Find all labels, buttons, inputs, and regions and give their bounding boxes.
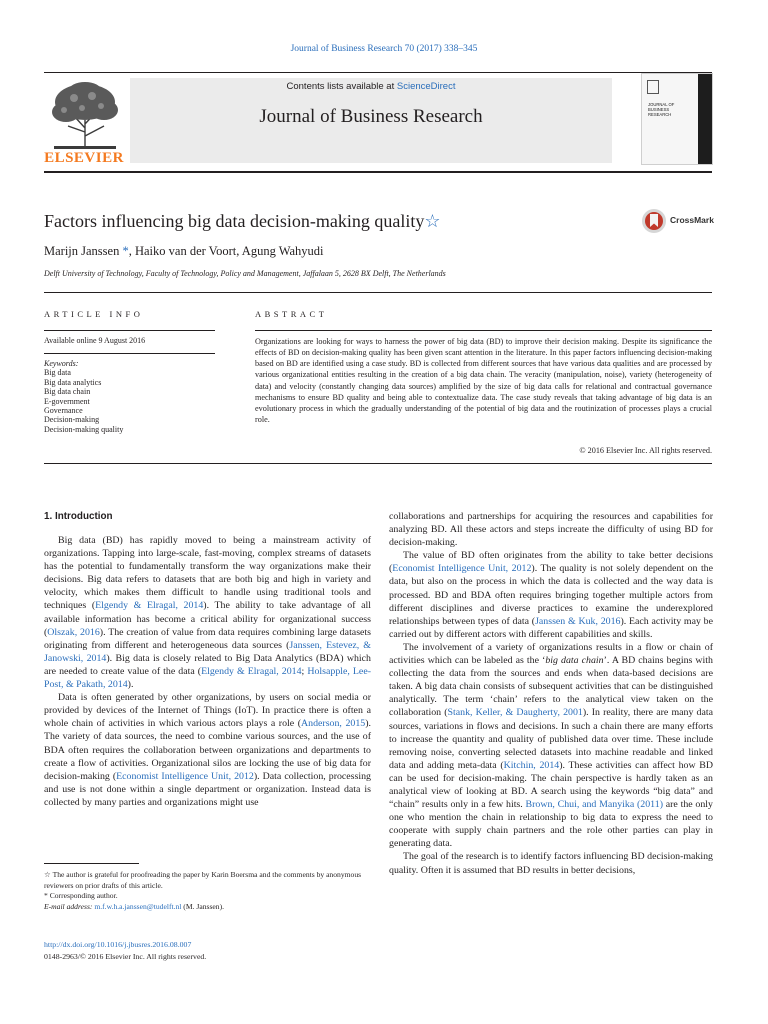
citation-link[interactable]: Olszak, 2016	[47, 626, 100, 638]
email-label: E-mail address:	[44, 901, 95, 911]
keyword-item: E-government	[44, 396, 90, 406]
title-rule	[44, 292, 712, 293]
header-rule-bottom	[44, 171, 712, 173]
crossmark-button[interactable]	[641, 207, 721, 235]
text-run: ). Data collection, processing and use is not done within a single department or organization. Instead data is collected by many parties and organizations might use	[44, 770, 371, 808]
abstract-copyright: © 2016 Elsevier Inc. All rights reserved.	[579, 446, 712, 455]
sciencedirect-link[interactable]: ScienceDirect	[396, 81, 456, 92]
citation-link[interactable]: Kitchin, 2014	[503, 759, 560, 771]
citation-link[interactable]: Stank, Keller, & Daugherty, 2001	[447, 707, 583, 719]
cover-strip	[698, 74, 712, 164]
text-run: ’. A BD chains begins with collecting the data from the sources and ends when data-based decisions are taken. A big data chain consists of subsequent activities that can be distinguished analytically. The term ‘chain’ refers to the analytical view taken on the collaboration (	[389, 655, 713, 719]
citation-link[interactable]: Janssen, Estevez, & Janowski, 2014	[44, 639, 371, 664]
citation-link[interactable]: Elgendy & Elragal, 2014	[95, 600, 204, 612]
text-run: ). The ability to take advantage of all available information has become a critical ability for organizational success (	[44, 600, 371, 638]
keyword-item: Governance	[44, 406, 83, 416]
abstract-end-rule	[44, 463, 712, 464]
body-column-left	[44, 534, 371, 809]
email-link[interactable]: m.f.w.h.a.janssen@tudelft.nl	[94, 901, 182, 911]
cover-logo-icon	[647, 80, 659, 94]
text-run: ). The quality is not solely dependent on the data, but also on the process in which the data is collected and the way data is processed. BD and BDA often requires bringing together multiple actors from different disciplines and diverse practices to examine the underexplored relationships between types of data (	[389, 563, 714, 627]
footnote-corresponding: * Corresponding author.	[44, 891, 118, 900]
contents-prefix: Contents lists available at	[286, 81, 397, 92]
citation-link[interactable]: Anderson, 2015	[301, 718, 366, 730]
authors-rest: , Haiko van der Voort, Agung Wahyudi	[128, 244, 324, 258]
paper-title-text: Factors influencing big data decision-making quality	[44, 211, 425, 231]
keyword-item: Big data	[44, 368, 71, 378]
keyword-item: Big data analytics	[44, 377, 102, 387]
citation-link[interactable]: Elgendy & Elragal, 2014	[201, 665, 302, 677]
available-online: Available online 9 August 2016	[44, 336, 146, 345]
text-run: ). These activities can affect how BD can be used for decision-making. The chain perspective is hardly taken as an analytical view of looking at BD. A search using the keywords “big data” and “chain” results only in a few hits.	[389, 759, 714, 811]
article-info-rule	[44, 330, 215, 331]
citation-link[interactable]: Janssen & Kuk, 2016	[535, 615, 621, 627]
abstract-text: Organizations are looking for ways to harness the power of big data (BD) to improve their decision making. Despite its significance the effects of BD on decision-making quality has been given scant attention in the literature. In this paper factors influencing decision-making based on BD are identified using a case study. BD is collected from different sources that have various data qualities and are processed by various organizational entities resulting in the creation of a big data chain. The veracity (manipulation, noise), variety (heterogeneity of data) and velocity (constantly changing data sources) amplified by the size of big data calls for relational and contractual governance mechanisms to ensure BD quality and being able to contextualize data. The case study reveals that taking advantage of big data is an evolutionary process in which the gradually understanding of the potential of big data and the routinization of processes plays a crucial role.	[255, 337, 712, 425]
citation-link[interactable]: Brown, Chui, and Manyika (2011)	[525, 799, 663, 811]
text-run: Data is often generated by other organizations, by users on social media or provided by devices of the Internet of Things (IoT). In practice there is often a whole chain of activities in which various actors plays a role (	[44, 692, 371, 730]
paragraph	[389, 549, 713, 641]
text-run: ). Each activity may be carried out by different actors with different capabilities and skills.	[389, 615, 714, 640]
crossmark-icon	[641, 208, 667, 234]
elsevier-tree-icon	[46, 80, 124, 150]
paragraph	[44, 534, 371, 691]
journal-title[interactable]: Journal of Business Research	[259, 106, 483, 127]
doi-link[interactable]: http://dx.doi.org/10.1016/j.jbusres.2016.08.007	[44, 940, 192, 949]
keywords-block	[44, 359, 215, 434]
journal-reference[interactable]: Journal of Business Research 70 (2017) 338–345	[290, 44, 478, 54]
citation-link[interactable]: Holsapple, Lee-Post, & Pakath, 2014	[44, 665, 371, 691]
text-run: ). The variety of data sources, the need to combine various sources, and the use of BDA often requires the collaboration between organizations and departments to create a flow of activities. Organizational silos are locking the use of big data for decision-making (	[44, 718, 371, 782]
text-run: ). Big data is closely related to Big Data Analytics (BDA) which are needed to create value of the data (	[44, 652, 371, 677]
keyword-item: Decision-making quality	[44, 424, 124, 434]
paragraph	[44, 691, 371, 809]
footnotes	[44, 870, 371, 912]
abstract-rule	[255, 330, 712, 331]
body-column-right	[389, 510, 713, 877]
contents-line	[130, 81, 612, 92]
citation-link[interactable]: Economist Intelligence Unit, 2012	[392, 563, 532, 575]
paragraph: collaborations and partnerships for acquiring the resources and capabilities for analyzing BD. All these actors and steps increate the difficulty of using BD for decision-making.	[389, 511, 713, 549]
text-run: ). The creation of value from data requires combining large datasets originating from different and heterogeneous data sources (	[44, 626, 372, 651]
footnote-acknowledgement: ☆ The author is grateful for proofreading the paper by Karin Boersma and the comments by anonymous reviewers on prior drafts of this article.	[44, 870, 362, 890]
footnote-email	[44, 902, 371, 913]
paragraph	[389, 641, 713, 851]
crossmark-label: CrossMark	[670, 215, 714, 225]
publisher-logo-text: ELSEVIER	[44, 150, 124, 166]
article-info-heading: ARTICLE INFO	[44, 309, 144, 319]
text-run: The involvement of a variety of organizations results in a flow or chain of activities which can be labeled as the ‘	[389, 641, 713, 667]
article-info-rule-2	[44, 353, 215, 354]
keyword-item: Decision-making	[44, 415, 100, 425]
citation-link[interactable]: Economist Intelligence Unit, 2012	[116, 770, 254, 782]
abstract-heading: ABSTRACT	[255, 309, 328, 319]
footnote-rule	[44, 863, 139, 864]
text-run: The value of BD often originates from the ability to take better decisions (	[389, 550, 713, 575]
journal-cover-thumbnail[interactable]	[641, 73, 713, 165]
corresponding-author-mark[interactable]: *	[119, 244, 129, 258]
paper-title	[44, 211, 441, 232]
text-run: ).	[127, 679, 134, 691]
keywords-label: Keywords:	[44, 359, 79, 368]
title-footnote-mark[interactable]: ☆	[424, 211, 441, 231]
text-run: are the only one who mention the chain in relationship to big data to express the need to cooperate with supply chain partners and the role other parties can play in generating data.	[389, 799, 713, 850]
keyword-item: Big data chain	[44, 387, 91, 397]
emphasis-text: big data chain	[545, 655, 604, 667]
email-suffix: (M. Janssen).	[181, 901, 225, 911]
text-run: ). In reality, there are many data sources, variations in flows and decisions. In such a chain there are many efforts to increase the quantity and quality of published data over time. These include removing noise, converting selected datasets into machine readable and linked data and adding meta-data (	[389, 707, 713, 771]
paragraph: The goal of the research is to identify factors influencing BD decision-making quality. Often it is assumed that BD results in better decisions,	[389, 851, 713, 876]
text-run: Big data (BD) has rapidly moved to being a mainstream activity of organizations. Tapping into large-scale, fast-moving, complex streams of datasets has the potential to fundamentally transform the way organizations make their decisions. Big data refers to datasets that are both big and high in variety and velocity, which makes them difficult to handle using traditional tools and techniques (	[44, 535, 371, 612]
header-rule-top	[44, 72, 712, 73]
author-list	[44, 244, 324, 259]
author-janssen: Marijn Janssen	[44, 244, 120, 258]
issn-copyright: 0148-2963/© 2016 Elsevier Inc. All rights reserved.	[44, 951, 207, 961]
doi-block	[44, 939, 206, 962]
affiliation: Delft University of Technology, Faculty of Technology, Policy and Management, Jaffalaan 5, 2628 BX Delft, The Netherlands	[44, 269, 446, 278]
text-run: ;	[301, 665, 308, 677]
cover-text: JOURNAL OF BUSINESS RESEARCH	[648, 102, 675, 117]
section-heading-introduction: 1. Introduction	[44, 511, 113, 522]
